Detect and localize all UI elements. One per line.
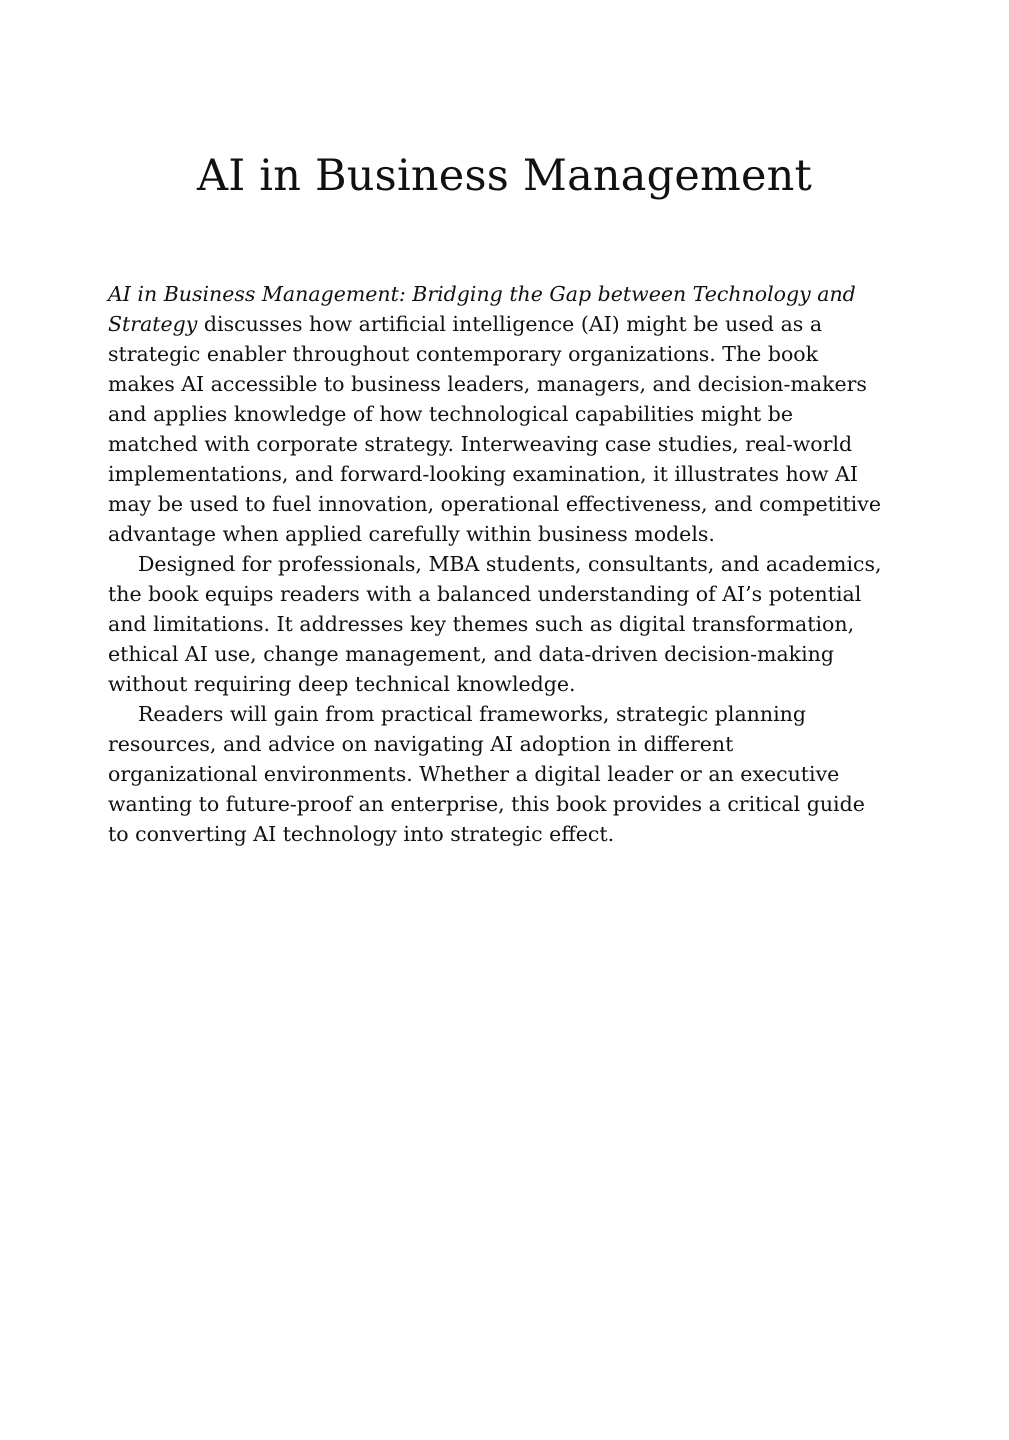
description-paragraph-3: Readers will gain from practical frameworks, strategic planning resources, and advice on navigating AI adoption in different organizational environments. Whether a digital leader or an executive wanting to future-proof an enterprise, this book provides a critical guide to converting AI technology into strategic effect. <box>108 702 865 846</box>
book-full-title: AI in Business Management: Bridging the Gap between Technology and Strategy <box>108 282 856 336</box>
description-paragraph-2: Designed for professionals, MBA students, consultants, and academics, the book equips readers with a balanced understanding of AI’s potential and limitations. It addresses key themes such as digital transformation, ethical AI use, change management, and data-driven decision-making without requiring deep technical knowledge. <box>108 552 882 696</box>
page-title: AI in Business Management <box>196 151 813 201</box>
description-body <box>108 279 888 849</box>
description-paragraph-1 <box>108 279 888 549</box>
paragraph-1-text: discusses how artificial intelligence (AI) might be used as a strategic enabler throughout contemporary organizations. The book makes AI accessible to business leaders, managers, and decision-makers and applies knowledge of how technological capabilities might be matched with corporate strategy. Interweaving case studies, real-world implementations, and forward-looking examination, it illustrates how AI may be used to fuel innovation, operational effectiveness, and competitive advantage when applied carefully within business models. <box>108 312 881 546</box>
